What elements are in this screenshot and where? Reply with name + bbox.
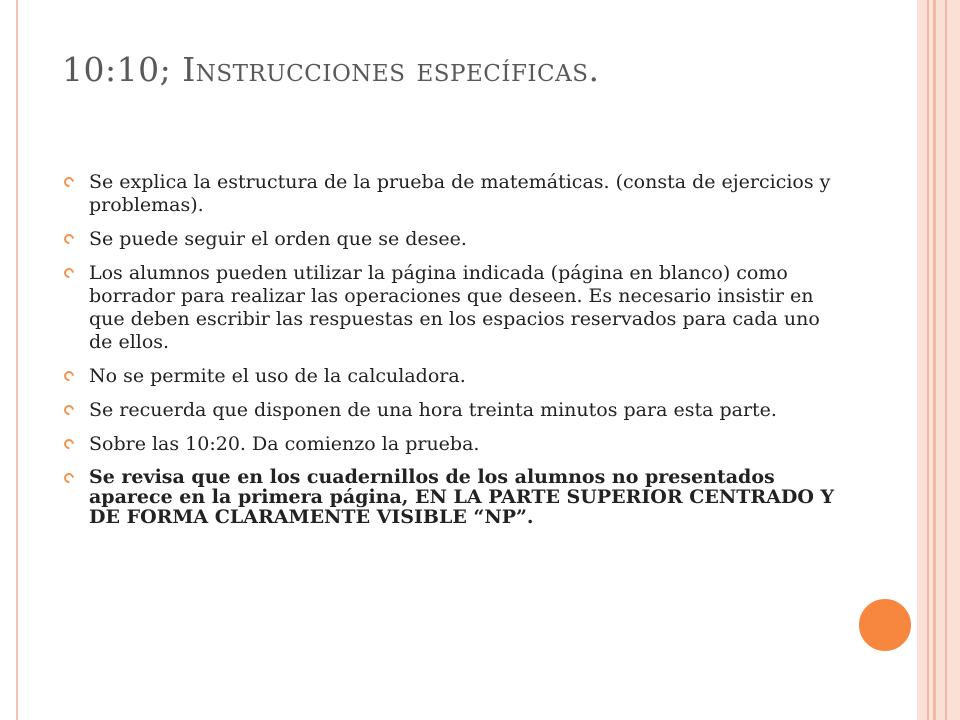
bullet-text: Se revisa que en los cuadernillos de los alumnos no presentados aparece en la primera página, EN LA PARTE SUPERIOR CENTRADO Y DE FORMA CLARAMENTE VISIBLE “NP”. [89,466,835,528]
ring-bullet-icon [62,471,76,485]
bullet-text: Los alumnos pueden utilizar la página indicada (página en blanco) como borrador para realizar las operaciones que deseen. Es necesario insistir en que deben escribir las respuestas en los espacios reservados para cada uno de ellos. [89,262,820,353]
band-stripe [945,0,947,720]
ring-bullet-icon [62,266,76,280]
orange-circle-decoration [856,596,914,654]
bullet-item [64,228,844,251]
bullet-item [64,171,844,217]
slide-title: 10:10; Instrucciones específicas. [62,50,600,89]
bullet-item-emphasis [64,467,844,527]
band-stripe [933,0,936,720]
band-stripe [927,0,929,720]
ring-bullet-icon [62,175,76,189]
bullet-item [64,365,844,388]
left-border-line [16,0,18,720]
right-decorative-band [917,0,960,720]
ring-bullet-icon [62,403,76,417]
bullet-item [64,262,844,354]
bullet-text: Sobre las 10:20. Da comienzo la prueba. [89,433,480,455]
ring-bullet-icon [62,232,76,246]
bullet-item [64,433,844,456]
bullet-text: Se puede seguir el orden que se desee. [89,228,467,250]
bullet-text: No se permite el uso de la calculadora. [89,365,466,387]
bullet-text: Se recuerda que disponen de una hora treinta minutos para esta parte. [89,399,777,421]
bullet-list [64,171,844,538]
ring-bullet-icon [62,437,76,451]
bullet-text: Se explica la estructura de la prueba de matemáticas. (consta de ejercicios y problemas). [89,171,831,216]
ring-bullet-icon [62,369,76,383]
bullet-item [64,399,844,422]
